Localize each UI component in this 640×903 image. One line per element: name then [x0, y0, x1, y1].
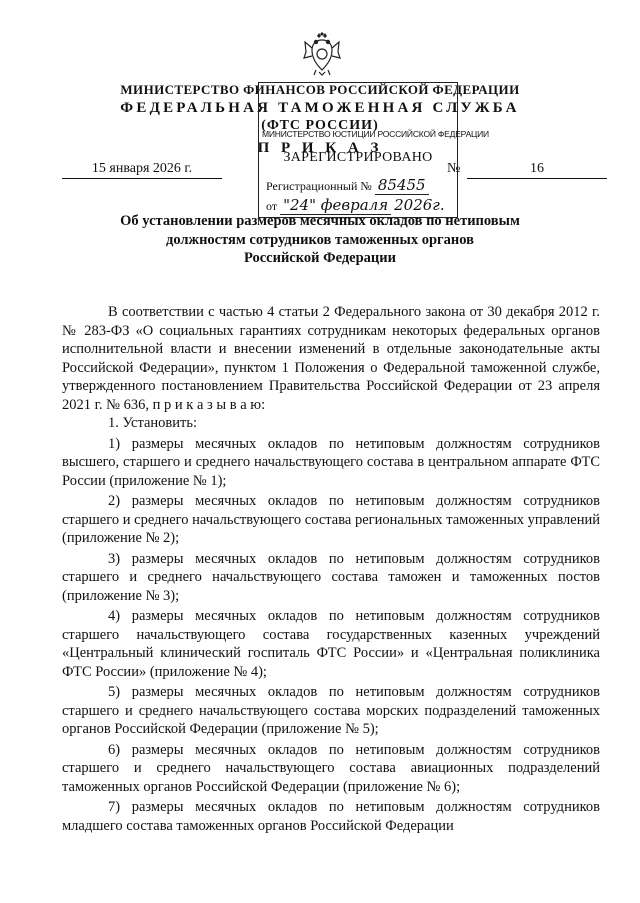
stamp-registered: ЗАРЕГИСТРИРОВАНО [283, 150, 433, 165]
stamp-reg-number: 85455 [375, 176, 429, 195]
point-1: 1. Установить: [108, 415, 198, 431]
stamp-date-year: 2026г. [394, 196, 445, 214]
stamp-ministry: МИНИСТЕРСТВО ЮСТИЦИИ РОССИЙСКОЙ ФЕДЕРАЦИИ [262, 129, 489, 139]
title-line-2: должностям сотрудников таможенных органов [166, 232, 474, 248]
number-sign: № [447, 161, 461, 176]
order-date: 15 января 2026 г. [62, 161, 222, 179]
stamp-registration-number [266, 176, 429, 195]
list-item: 3) размеры месячных окладов по нетиповым должностям сотрудников старшего и среднего начальствующего состава таможен и таможенных постов (приложение № 3); [62, 550, 600, 604]
ministry-name: МИНИСТЕРСТВО ФИНАНСОВ РОССИЙСКОЙ ФЕДЕРАЦИИ [120, 82, 520, 97]
document-type: П Р И К А З [257, 140, 383, 156]
service-name: ФЕДЕРАЛЬНАЯ ТАМОЖЕННАЯ СЛУЖБА [120, 100, 520, 116]
list-item: 6) размеры месячных окладов по нетиповым должностям сотрудников старшего и среднего начальствующего состава авиационных подразделений таможенных органов Российской Федерации (приложение № 6); [62, 741, 600, 795]
title-line-1: Об установлении размеров месячных окладов по нетиповым [120, 213, 520, 229]
document-body [62, 303, 600, 835]
list-item: 7) размеры месячных окладов по нетиповым должностям сотрудников младшего состава таможенных органов Российской Федерации [62, 799, 600, 834]
service-abbreviation: (ФТС РОССИИ) [261, 118, 379, 133]
order-number: 16 [467, 161, 607, 179]
list-item: 2) размеры месячных окладов по нетиповым должностям сотрудников старшего и среднего начальствующего состава региональных таможенных управлений (приложение № 2); [62, 493, 600, 546]
intro-paragraph: В соответствии с частью 4 статьи 2 Федерального закона от 30 декабря 2012 г. № 283-ФЗ «О социальных гарантиях сотрудникам некоторых федеральных органов исполнительной власти и внесении изменений в отдельные законодательные акты Российской Федерации», пунктом 1 Положения о Федеральной таможенной службе, утвержденного постановлением Правительства Российской Федерации от 23 апреля 2021 г. № 636, п р и к а з ы в а ю: [62, 304, 600, 413]
list-item: 1) размеры месячных окладов по нетиповым должностям сотрудников высшего, старшего и среднего начальствующего состава в центральном аппарате ФТС России (приложение № 1); [62, 435, 600, 489]
list-item: 4) размеры месячных окладов по нетиповым должностям сотрудников старшего начальствующего состава государственных казенных учреждений «Центральный клинический госпиталь ФТС России» и «Центральная поликлиника ФТС России» (приложение № 4); [62, 608, 600, 680]
state-emblem-icon [302, 32, 342, 76]
stamp-reg-label: Регистрационный № [266, 179, 372, 193]
title-line-3: Российской Федерации [243, 250, 396, 266]
list-item: 5) размеры месячных окладов по нетиповым должностям сотрудников старшего и среднего начальствующего состава морских подразделений таможенных органов Российской Федерации (приложение № 5); [62, 684, 600, 737]
stamp-date-day: "24" февраля [280, 196, 391, 215]
stamp-date-prefix: от [266, 199, 278, 213]
